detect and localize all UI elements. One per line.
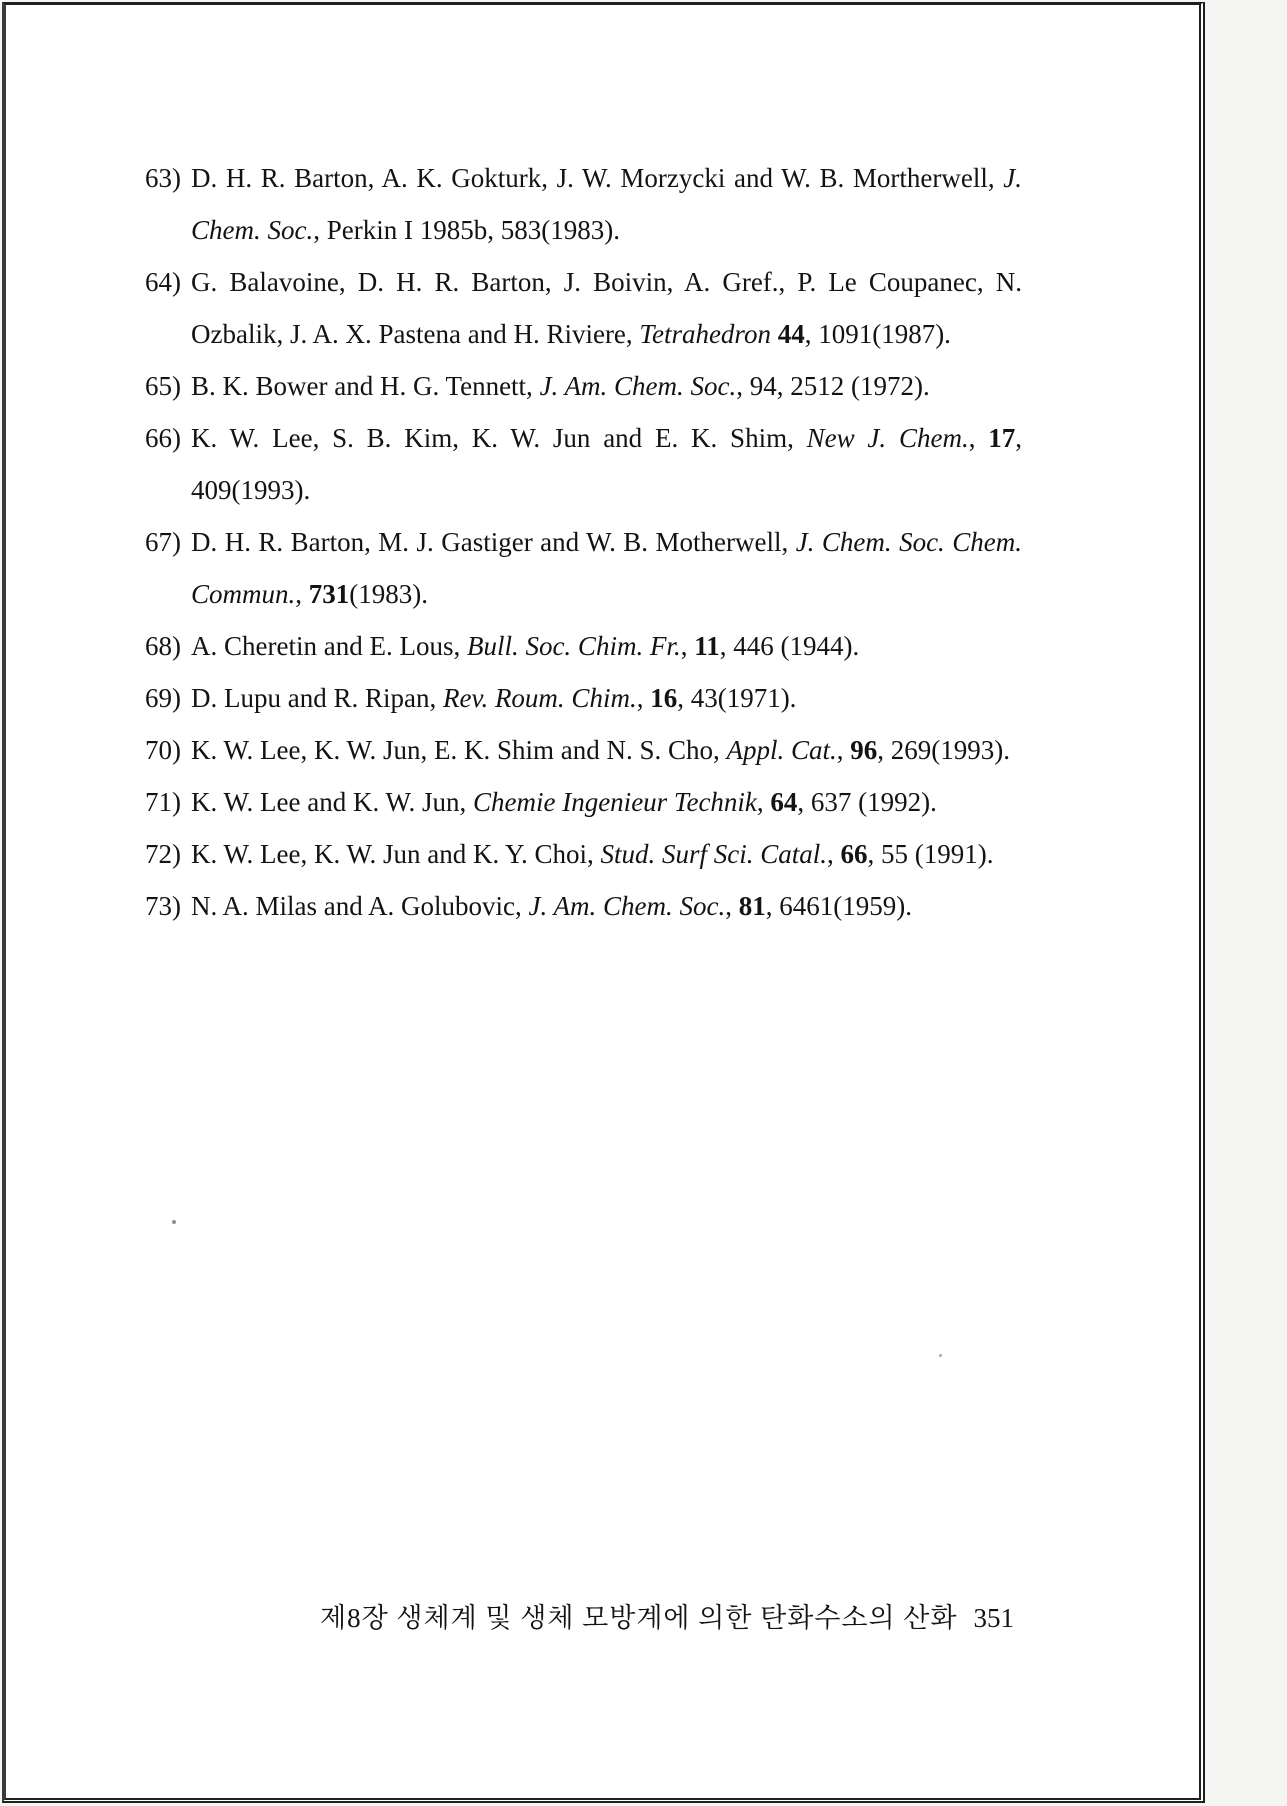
reference-text-segment: J. Chem. Soc. Chem. Commun.	[191, 527, 1022, 609]
reference-text-segment: , 55 (1991).	[867, 839, 994, 869]
reference-text-segment: New J. Chem.	[806, 423, 969, 453]
reference-number: 64)	[145, 267, 181, 297]
reference-text-segment: Stud. Surf Sci. Catal.	[600, 839, 828, 869]
reference-text-segment: K. W. Lee, K. W. Jun, E. K. Shim and N. S. Cho,	[191, 735, 727, 765]
reference-text-segment: Appl. Cat.	[726, 735, 837, 765]
reference-text-segment: , 1091(1987).	[804, 319, 951, 349]
reference-text-segment: K. W. Lee, K. W. Jun and K. Y. Choi,	[191, 839, 601, 869]
reference-text-segment: 17	[988, 423, 1016, 453]
reference-item	[145, 412, 1022, 516]
reference-text-segment: ,	[295, 579, 309, 609]
reference-text-segment: ,	[725, 891, 739, 921]
reference-text-segment: , 409(1993).	[191, 423, 1022, 505]
reference-text-segment: 96	[850, 735, 878, 765]
reference-item	[145, 360, 1022, 412]
reference-text-segment: Chemie Ingenieur Technik	[472, 787, 757, 817]
reference-number: 65)	[145, 371, 181, 401]
reference-text-segment: 64	[770, 787, 798, 817]
reference-text-segment: , Perkin I 1985b, 583(1983).	[313, 215, 620, 245]
reference-text-segment: ,	[680, 631, 695, 661]
reference-text-segment: ,	[968, 423, 989, 453]
reference-text-segment: ,	[827, 839, 841, 869]
reference-text-segment: 731	[308, 579, 350, 609]
reference-text-segment: K. W. Lee and K. W. Jun,	[191, 787, 473, 817]
reference-text-segment: ,	[636, 683, 651, 713]
reference-text-segment: 16	[650, 683, 678, 713]
reference-text-segment: 81	[738, 891, 766, 921]
reference-item	[145, 152, 1022, 256]
reference-text-segment: 66	[840, 839, 868, 869]
reference-item	[145, 256, 1022, 360]
reference-number: 63)	[145, 163, 181, 193]
reference-text-segment: Bull. Soc. Chim. Fr.	[466, 631, 681, 661]
reference-text-segment: ,	[756, 787, 771, 817]
reference-text-segment: D. Lupu and R. Ripan,	[191, 683, 443, 713]
reference-text-segment: , 43(1971).	[677, 683, 797, 713]
reference-text-segment: J. Am. Chem. Soc.	[528, 891, 726, 921]
reference-text-segment: B. K. Bower and H. G. Tennett,	[191, 371, 540, 401]
reference-text-segment: N. A. Milas and A. Golubovic,	[191, 891, 529, 921]
reference-text-segment: Tetrahedron	[639, 319, 771, 349]
reference-text-segment: K. W. Lee, S. B. Kim, K. W. Jun and E. K. Shim,	[191, 423, 807, 453]
reference-item	[145, 776, 1022, 828]
reference-text-segment: 11	[694, 631, 720, 661]
reference-number: 70)	[145, 735, 181, 765]
reference-item	[145, 880, 1022, 932]
footer-chapter-title: 제8장 생체계 및 생체 모방계에 의한 탄화수소의 산화	[320, 1603, 958, 1633]
reference-item	[145, 620, 1022, 672]
reference-text-segment: Rev. Roum. Chim.	[442, 683, 637, 713]
reference-text-segment: , 637 (1992).	[797, 787, 937, 817]
reference-item	[145, 516, 1022, 620]
reference-text-segment: ,	[836, 735, 851, 765]
reference-item	[145, 672, 1022, 724]
footer-page-number: 351	[973, 1603, 1014, 1633]
scan-artifact-dot	[939, 1354, 942, 1357]
reference-number: 69)	[145, 683, 181, 713]
reference-number: 67)	[145, 527, 181, 557]
reference-text-segment: G. Balavoine, D. H. R. Barton, J. Boivin, A. Gref., P. Le Coupanec, N. Ozbalik, J. A. X. Pastena and H. Riviere,	[191, 267, 1022, 349]
reference-text-segment: , 94, 2512 (1972).	[736, 371, 930, 401]
reference-text-segment: J. Am. Chem. Soc.	[539, 371, 737, 401]
reference-text-segment: 44	[777, 319, 805, 349]
references-list	[145, 152, 1022, 932]
reference-text-segment: , 269(1993).	[877, 735, 1011, 765]
reference-number: 72)	[145, 839, 181, 869]
reference-text-segment	[771, 319, 778, 349]
scan-artifact-dot	[172, 1220, 176, 1224]
page	[2, 2, 1205, 1803]
reference-text-segment: , 6461(1959).	[765, 891, 912, 921]
reference-text-segment: D. H. R. Barton, M. J. Gastiger and W. B. Motherwell,	[191, 527, 796, 557]
reference-item	[145, 828, 1022, 880]
reference-text-segment: A. Cheretin and E. Lous,	[191, 631, 467, 661]
reference-text-segment: (1983).	[349, 579, 428, 609]
reference-text-segment: D. H. R. Barton, A. K. Gokturk, J. W. Morzycki and W. B. Mortherwell,	[191, 163, 1004, 193]
reference-text-segment: , 446 (1944).	[719, 631, 860, 661]
page-footer	[320, 1601, 1014, 1635]
reference-number: 71)	[145, 787, 181, 817]
reference-item	[145, 724, 1022, 776]
reference-number: 66)	[145, 423, 181, 453]
reference-number: 73)	[145, 891, 181, 921]
reference-number: 68)	[145, 631, 181, 661]
reference-text-segment: J. Chem. Soc.	[191, 163, 1022, 245]
